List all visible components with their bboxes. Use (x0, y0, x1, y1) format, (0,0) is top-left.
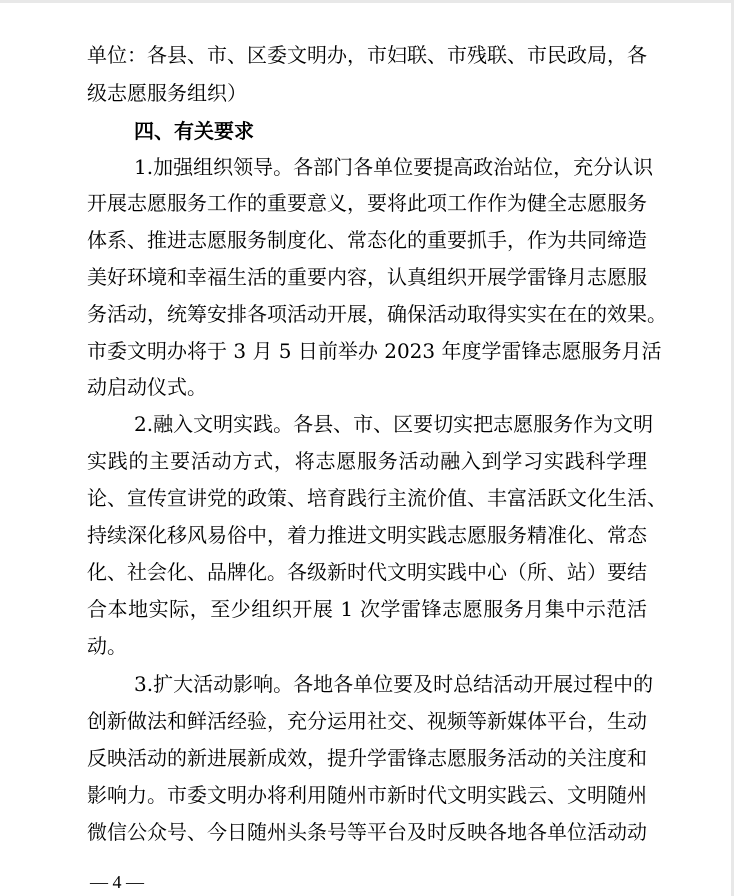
section-heading: 四、有关要求 (134, 119, 254, 143)
text-line: 2.融入文明实践。各县、市、区要切实把志愿服务作为文明 (134, 412, 654, 436)
text-line: 1.加强组织领导。各部门各单位要提高政治站位，充分认识 (134, 155, 654, 179)
text-line: 微信公众号、今日随州头条号等平台及时反映各地各单位活动动 (87, 820, 647, 844)
text-line: 影响力。市委文明办将利用随州市新时代文明实践云、文明随州 (87, 783, 647, 807)
text-line: 动。 (87, 634, 127, 658)
text-line: 务活动，统筹安排各项活动开展，确保活动取得实实在在的效果。 (87, 302, 667, 326)
text-line: 论、宣传宣讲党的政策、培育践行主流价值、丰富活跃文化生活、 (87, 486, 667, 510)
text-line: 合本地实际，至少组织开展 1 次学雷锋志愿服务月集中示范活 (87, 597, 647, 621)
text-line: 开展志愿服务工作的重要意义，要将此项工作作为健全志愿服务 (87, 191, 647, 215)
text-line: 市委文明办将于 3 月 5 日前举办 2023 年度学雷锋志愿服务月活 (87, 339, 662, 363)
text-line: 反映活动的新进展新成效，提升学雷锋志愿服务活动的关注度和 (87, 746, 647, 770)
text-line: 体系、推进志愿服务制度化、常态化的重要抓手，作为共同缔造 (87, 228, 647, 252)
text-line: 级志愿服务组织） (87, 81, 247, 105)
text-line: 实践的主要活动方式，将志愿服务活动融入到学习实践科学理 (87, 449, 647, 473)
text-line: 化、社会化、品牌化。各级新时代文明实践中心（所、站）要结 (87, 560, 647, 584)
text-line: 持续深化移风易俗中，着力推进文明实践志愿服务精准化、常态 (87, 523, 647, 547)
text-line: 3.扩大活动影响。各地各单位要及时总结活动开展过程中的 (134, 672, 654, 696)
text-line: 创新做法和鲜活经验，充分运用社交、视频等新媒体平台，生动 (87, 709, 647, 733)
text-line: 动启动仪式。 (87, 375, 207, 399)
page-top-edge (0, 0, 734, 3)
text-line: 单位：各县、市、区委文明办，市妇联、市残联、市民政局，各 (87, 43, 647, 67)
text-line: 美好环境和幸福生活的重要内容，认真组织开展学雷锋月志愿服 (87, 265, 647, 289)
page-number: — 4 — (90, 872, 144, 892)
